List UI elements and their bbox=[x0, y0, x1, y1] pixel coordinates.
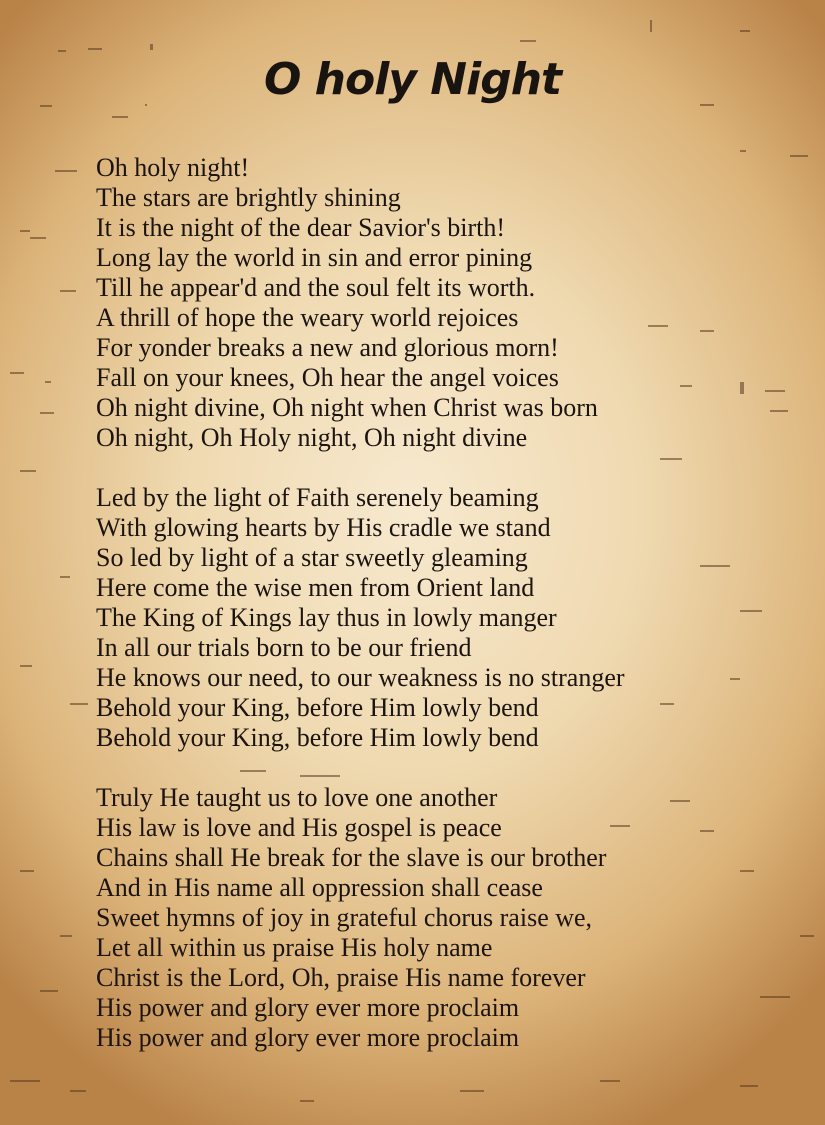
poem-line: Chains shall He break for the slave is our brother bbox=[96, 843, 607, 872]
poem-line: His law is love and His gospel is peace bbox=[96, 813, 502, 842]
poem-line: Christ is the Lord, Oh, praise His name forever bbox=[96, 963, 586, 992]
stanza-2 bbox=[96, 483, 786, 753]
poem bbox=[96, 153, 786, 1083]
page-title: O holy Night bbox=[263, 54, 562, 105]
poem-line: He knows our need, to our weakness is no stranger bbox=[96, 663, 625, 692]
stanza-3 bbox=[96, 783, 786, 1053]
poem-line: His power and glory ever more proclaim bbox=[96, 993, 520, 1022]
poem-line: Oh night divine, Oh night when Christ was born bbox=[96, 393, 598, 422]
poem-line: Till he appear'd and the soul felt its worth. bbox=[96, 273, 536, 302]
poem-line: The King of Kings lay thus in lowly manger bbox=[96, 603, 557, 632]
poem-line: His power and glory ever more proclaim bbox=[96, 1023, 520, 1052]
stanza-1 bbox=[96, 153, 786, 453]
poem-line: Long lay the world in sin and error pining bbox=[96, 243, 533, 272]
poem-line: Oh night, Oh Holy night, Oh night divine bbox=[96, 423, 528, 452]
poem-line: In all our trials born to be our friend bbox=[96, 633, 472, 662]
poem-line: And in His name all oppression shall cease bbox=[96, 873, 543, 902]
poem-line: Here come the wise men from Orient land bbox=[96, 573, 535, 602]
poem-line: Sweet hymns of joy in grateful chorus raise we, bbox=[96, 903, 593, 932]
poem-line: The stars are brightly shining bbox=[96, 183, 401, 212]
poem-line: For yonder breaks a new and glorious morn! bbox=[96, 333, 559, 362]
poem-line: Oh holy night! bbox=[96, 153, 250, 182]
poem-line: Behold your King, before Him lowly bend bbox=[96, 693, 539, 722]
poem-line: Led by the light of Faith serenely beaming bbox=[96, 483, 539, 512]
poem-line: It is the night of the dear Savior's birth! bbox=[96, 213, 506, 242]
poem-line: A thrill of hope the weary world rejoices bbox=[96, 303, 519, 332]
poem-line: Fall on your knees, Oh hear the angel voices bbox=[96, 363, 559, 392]
poem-line: With glowing hearts by His cradle we stand bbox=[96, 513, 551, 542]
poem-line: Truly He taught us to love one another bbox=[96, 783, 498, 812]
poem-line: Behold your King, before Him lowly bend bbox=[96, 723, 539, 752]
poem-line: Let all within us praise His holy name bbox=[96, 933, 493, 962]
poem-line: So led by light of a star sweetly gleaming bbox=[96, 543, 528, 572]
